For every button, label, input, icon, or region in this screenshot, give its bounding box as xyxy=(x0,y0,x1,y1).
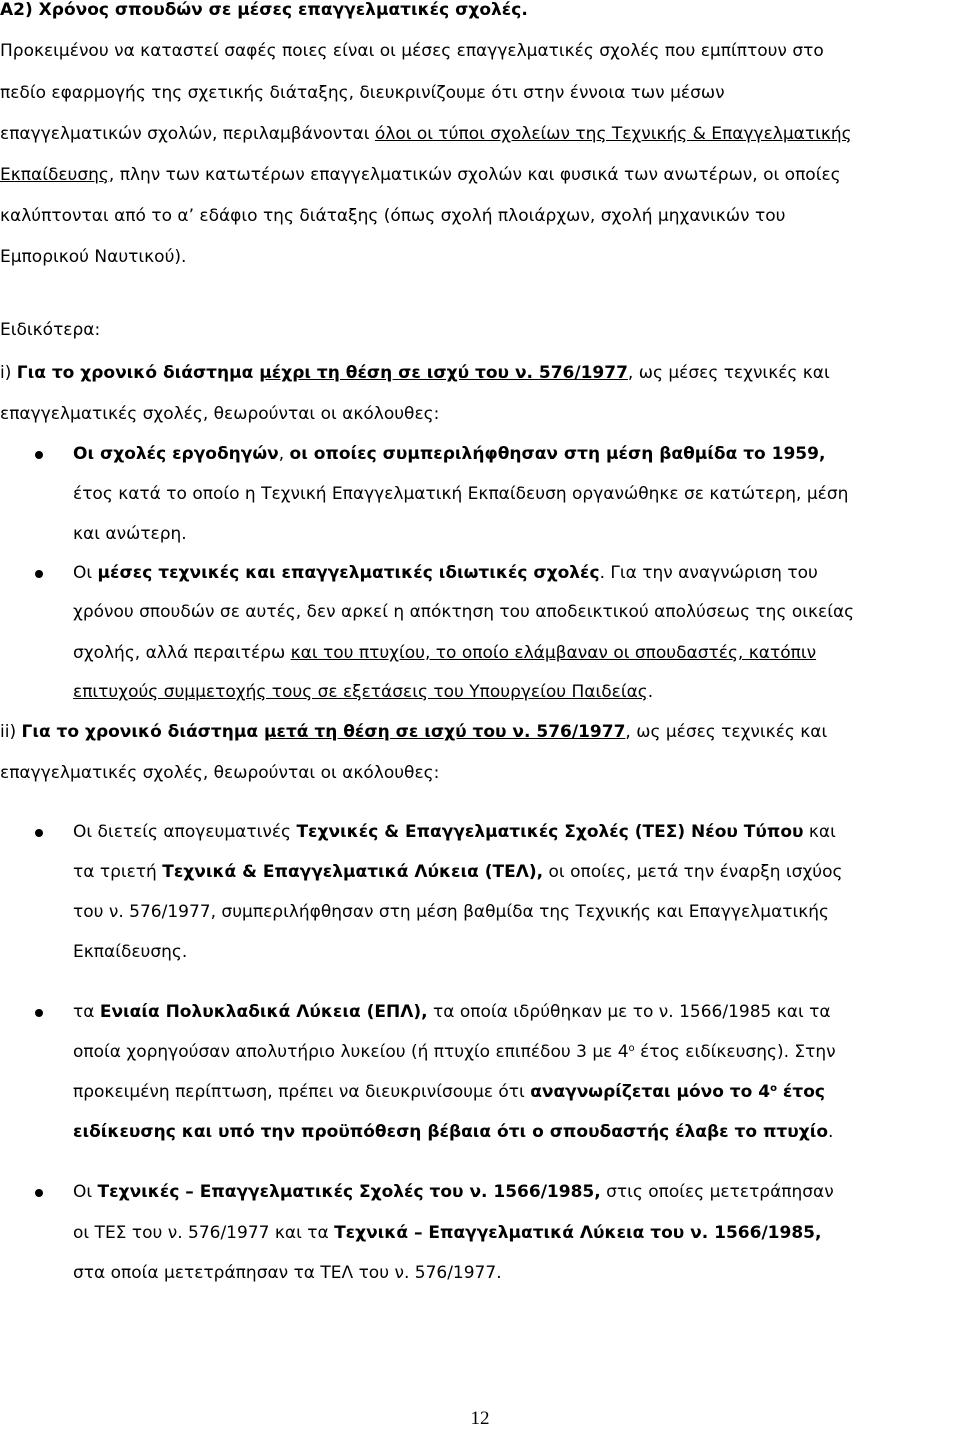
specifically-label: Ειδικότερα: xyxy=(0,320,101,340)
page-number: 12 xyxy=(470,1408,490,1429)
bullet-i1-line-2: έτος κατά το οποίο η Τεχνική Επαγγελματική Εκπαίδευση οργανώθηκε σε κατώτερη, μέση xyxy=(73,484,849,504)
bullet-icon xyxy=(35,451,43,459)
text: καλύπτονται από το α’ εδάφιο της διάταξης (όπως σχολή πλοιάρχων, σχολή μηχανικών του xyxy=(0,206,786,226)
intro-line-1 xyxy=(0,43,958,60)
bullet-ii2-line-2 xyxy=(73,1044,836,1061)
text: και xyxy=(803,822,836,842)
text: επαγγελματικών σχολών, περιλαμβάνονται xyxy=(0,124,375,144)
text: Οι xyxy=(73,563,98,583)
bullet-icon xyxy=(35,570,43,578)
text: ii) xyxy=(0,722,22,742)
bullet-ii3-line-2 xyxy=(73,1225,821,1242)
bullet-ii1-line-4: Εκπαίδευσης. xyxy=(73,942,188,962)
bullet-icon xyxy=(35,1009,43,1017)
intro-line-4 xyxy=(0,167,841,184)
bullet-i2-line-2 xyxy=(73,604,960,621)
underlined-text: Εκπαίδευσης xyxy=(0,165,109,185)
bold-text: Οι σχολές εργοδηγών xyxy=(73,444,279,464)
text: . Για την αναγνώριση του xyxy=(599,563,818,583)
text: χρόνου σπουδών σε αυτές, δεν αρκεί η απόκτηση του αποδεικτικού απολύσεως της οικείας xyxy=(73,602,855,622)
text: . xyxy=(828,1122,834,1142)
text: . xyxy=(647,682,654,702)
bullet-i1-line-3: και ανώτερη. xyxy=(73,524,187,544)
bullet-i2-line-1 xyxy=(73,565,818,582)
bold-text: οι οποίες συμπεριλήφθησαν στη μέση βαθμίδα το 1959, xyxy=(289,444,826,464)
bold-underlined-text: μετά τη θέση σε ισχύ του ν. 576/1977 xyxy=(263,722,626,742)
text: i) xyxy=(0,363,17,383)
section-ii-title xyxy=(0,724,827,741)
text: τα οποία ιδρύθηκαν με το ν. 1566/1985 και τα xyxy=(427,1002,831,1022)
bold-text: Τεχνικές & Επαγγελματικές Σχολές (ΤΕΣ) Νέου Τύπου xyxy=(296,822,804,842)
text: Οι xyxy=(73,1182,98,1202)
bullet-i2-line-4 xyxy=(73,684,653,701)
bullet-ii1-line-1 xyxy=(73,824,836,841)
text: τα τριετή xyxy=(73,862,163,882)
bullet-ii2-line-3 xyxy=(73,1084,825,1101)
section-i-title xyxy=(0,365,830,382)
bold-text: Για το χρονικό διάστημα xyxy=(16,363,260,383)
bold-text: αναγνωρίζεται μόνο το 4 xyxy=(530,1082,771,1102)
text: , xyxy=(278,444,290,464)
bullet-ii3-line-1 xyxy=(73,1184,834,1201)
intro-line-2 xyxy=(0,85,958,102)
bullet-i1-line-1 xyxy=(73,446,825,463)
bullet-ii3-line-3: στα οποία μετετράπησαν τα ΤΕΛ του ν. 576/1977. xyxy=(73,1263,502,1283)
text: Προκειμένου να καταστεί σαφές ποιες είναι οι μέσες επαγγελματικές σχολές που εμπίπτουν στο xyxy=(0,41,824,61)
superscript: ο xyxy=(770,1083,777,1094)
text: , ως μέσες τεχνικές και xyxy=(625,722,828,742)
underlined-text: επιτυχούς συμμετοχής τους σε εξετάσεις του Υπουργείου Παιδείας xyxy=(73,682,648,702)
bold-text: Τεχνικά & Επαγγελματικά Λύκεια (ΤΕΛ), xyxy=(162,862,544,882)
bullet-ii1-line-2 xyxy=(73,864,843,881)
underlined-text: και του πτυχίου, το οποίο ελάμβαναν οι σπουδαστές, κατόπιν xyxy=(290,643,817,663)
bold-text: ειδίκευσης και υπό την προϋπόθεση βέβαια ότι ο σπουδαστής έλαβε το πτυχίο xyxy=(73,1122,829,1142)
text: , ως μέσες τεχνικές και xyxy=(627,363,830,383)
text: οποία χορηγούσαν απολυτήριο λυκείου (ή πτυχίο επιπέδου 3 με 4 xyxy=(73,1042,629,1062)
text: προκειμένη περίπτωση, πρέπει να διευκρινίσουμε ότι xyxy=(73,1082,531,1102)
bullet-icon xyxy=(35,1189,43,1197)
intro-line-6: Εμπορικού Ναυτικού). xyxy=(0,247,187,267)
section-i-line-2: επαγγελματικές σχολές, θεωρούνται οι ακόλουθες: xyxy=(0,404,440,424)
bullet-ii1-line-3: του ν. 576/1977, συμπεριλήφθησαν στη μέση βαθμίδα της Τεχνικής και Επαγγελματικής xyxy=(73,902,830,922)
superscript: ο xyxy=(628,1043,635,1054)
text: έτος ειδίκευσης). Στην xyxy=(634,1042,836,1062)
section-heading: A2) Χρόνος σπουδών σε μέσες επαγγελματικές σχολές. xyxy=(0,0,528,20)
bullet-i2-line-3 xyxy=(73,645,816,662)
text: , πλην των κατωτέρων επαγγελματικών σχολών και φυσικά των ανωτέρων, οι οποίες xyxy=(108,165,841,185)
bullet-ii2-line-1 xyxy=(73,1004,831,1021)
text: Οι διετείς απογευματινές xyxy=(73,822,297,842)
underlined-text: όλοι οι τύποι σχολείων της Τεχνικής & Επαγγελματικής xyxy=(374,124,852,144)
bold-text: μέσες τεχνικές και επαγγελματικές ιδιωτικές σχολές xyxy=(97,563,600,583)
text: οι ΤΕΣ του ν. 576/1977 και τα xyxy=(73,1223,335,1243)
bullet-icon xyxy=(35,829,43,837)
intro-line-5 xyxy=(0,208,958,225)
text: τα xyxy=(73,1002,100,1022)
bold-underlined-text: μέχρι τη θέση σε ισχύ του ν. 576/1977 xyxy=(259,363,628,383)
bold-text: Τεχνικές – Επαγγελματικές Σχολές του ν. 1566/1985, xyxy=(97,1182,601,1202)
text: πεδίο εφαρμογής της σχετικής διάταξης, διευκρινίζουμε ότι στην έννοια των μέσων xyxy=(0,83,725,103)
section-ii-line-2: επαγγελματικές σχολές, θεωρούνται οι ακόλουθες: xyxy=(0,763,440,783)
text: σχολής, αλλά περαιτέρω xyxy=(73,643,291,663)
text: στις οποίες μετετράπησαν xyxy=(600,1182,834,1202)
bold-text: Τεχνικά – Επαγγελματικά Λύκεια του ν. 1566/1985, xyxy=(334,1223,822,1243)
bold-text: Για το χρονικό διάστημα xyxy=(21,722,264,742)
intro-line-3 xyxy=(0,126,852,143)
bold-text: Ενιαία Πολυκλαδικά Λύκεια (ΕΠΛ), xyxy=(99,1002,428,1022)
bold-text: έτος xyxy=(776,1082,825,1102)
bullet-ii2-line-4 xyxy=(73,1124,833,1141)
text: οι οποίες, μετά την έναρξη ισχύος xyxy=(543,862,843,882)
